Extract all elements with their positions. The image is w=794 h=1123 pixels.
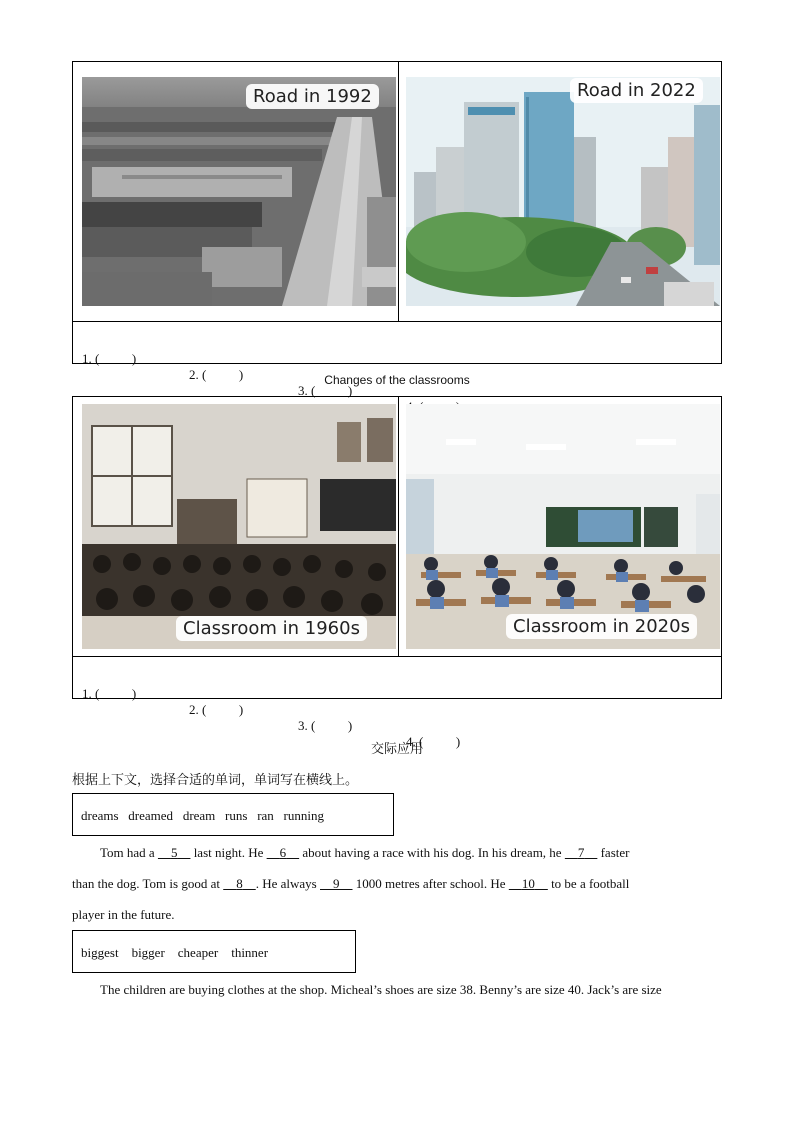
road-answer-1[interactable]: 1. ( )	[82, 351, 137, 366]
passage-1-line-2: than the dog. Tom is good at 8 . He always 9 1000 metres after school. He 10 to be a football	[72, 876, 630, 891]
word-box-2	[72, 930, 356, 973]
road-answer-3[interactable]: 3. ( )	[298, 383, 353, 398]
road-1992-photo	[82, 77, 396, 306]
classroom-answer-3[interactable]: 3. ( )	[298, 718, 353, 733]
word-option: bigger	[131, 945, 165, 960]
blank-9[interactable]: 9	[333, 876, 340, 891]
word-option: thinner	[231, 945, 269, 960]
blank-7[interactable]: 7	[577, 845, 585, 860]
word-option: ran	[257, 808, 274, 823]
classrooms-title: Changes of the classrooms	[324, 373, 470, 387]
word-option: dream	[182, 808, 216, 823]
section-heading: 交际应用	[370, 742, 423, 757]
classroom-2020s-label: Classroom in 2020s	[506, 614, 697, 639]
classroom-2020s-photo	[406, 404, 720, 649]
word-box-1	[72, 793, 394, 836]
passage-1-line-3: player in the future.	[72, 907, 175, 922]
word-option: cheaper	[177, 945, 219, 960]
classroom-answer-4[interactable]: 4. ( )	[406, 734, 461, 749]
word-option: dreamed	[128, 808, 174, 823]
passage-2: The children are buying clothes at the shop. Micheal’s shoes are size 38. Benny’s are size 40. Jack’s are size	[100, 982, 662, 997]
road-answer-2[interactable]: 2. ( )	[189, 367, 244, 382]
road-1992-label: Road in 1992	[246, 84, 379, 109]
classroom-1960s-photo	[82, 404, 396, 649]
blank-10[interactable]: 10	[521, 876, 535, 891]
word-option: runs	[225, 808, 248, 823]
classroom-answer-1[interactable]: 1. ( )	[82, 686, 137, 701]
blank-6[interactable]: 6	[279, 845, 287, 860]
passage-1	[72, 837, 720, 930]
section-instruction: 根据上下文，选择合适的单词，单词写在横线上。	[72, 773, 359, 788]
blank-5[interactable]: 5	[170, 845, 178, 860]
word-option: running	[283, 808, 324, 823]
word-option: dreams	[81, 808, 119, 823]
road-2022-label: Road in 2022	[570, 78, 703, 103]
blank-8[interactable]: 8	[236, 876, 243, 891]
classroom-1960s-label: Classroom in 1960s	[176, 616, 367, 641]
word-option: biggest	[81, 945, 119, 960]
road-2022-photo	[406, 77, 720, 306]
classroom-answer-2[interactable]: 2. ( )	[189, 702, 244, 717]
passage-1-line-1: Tom had a 5 last night. He 6 about having a race with his dog. In his dream, he 7 faster	[100, 845, 630, 860]
